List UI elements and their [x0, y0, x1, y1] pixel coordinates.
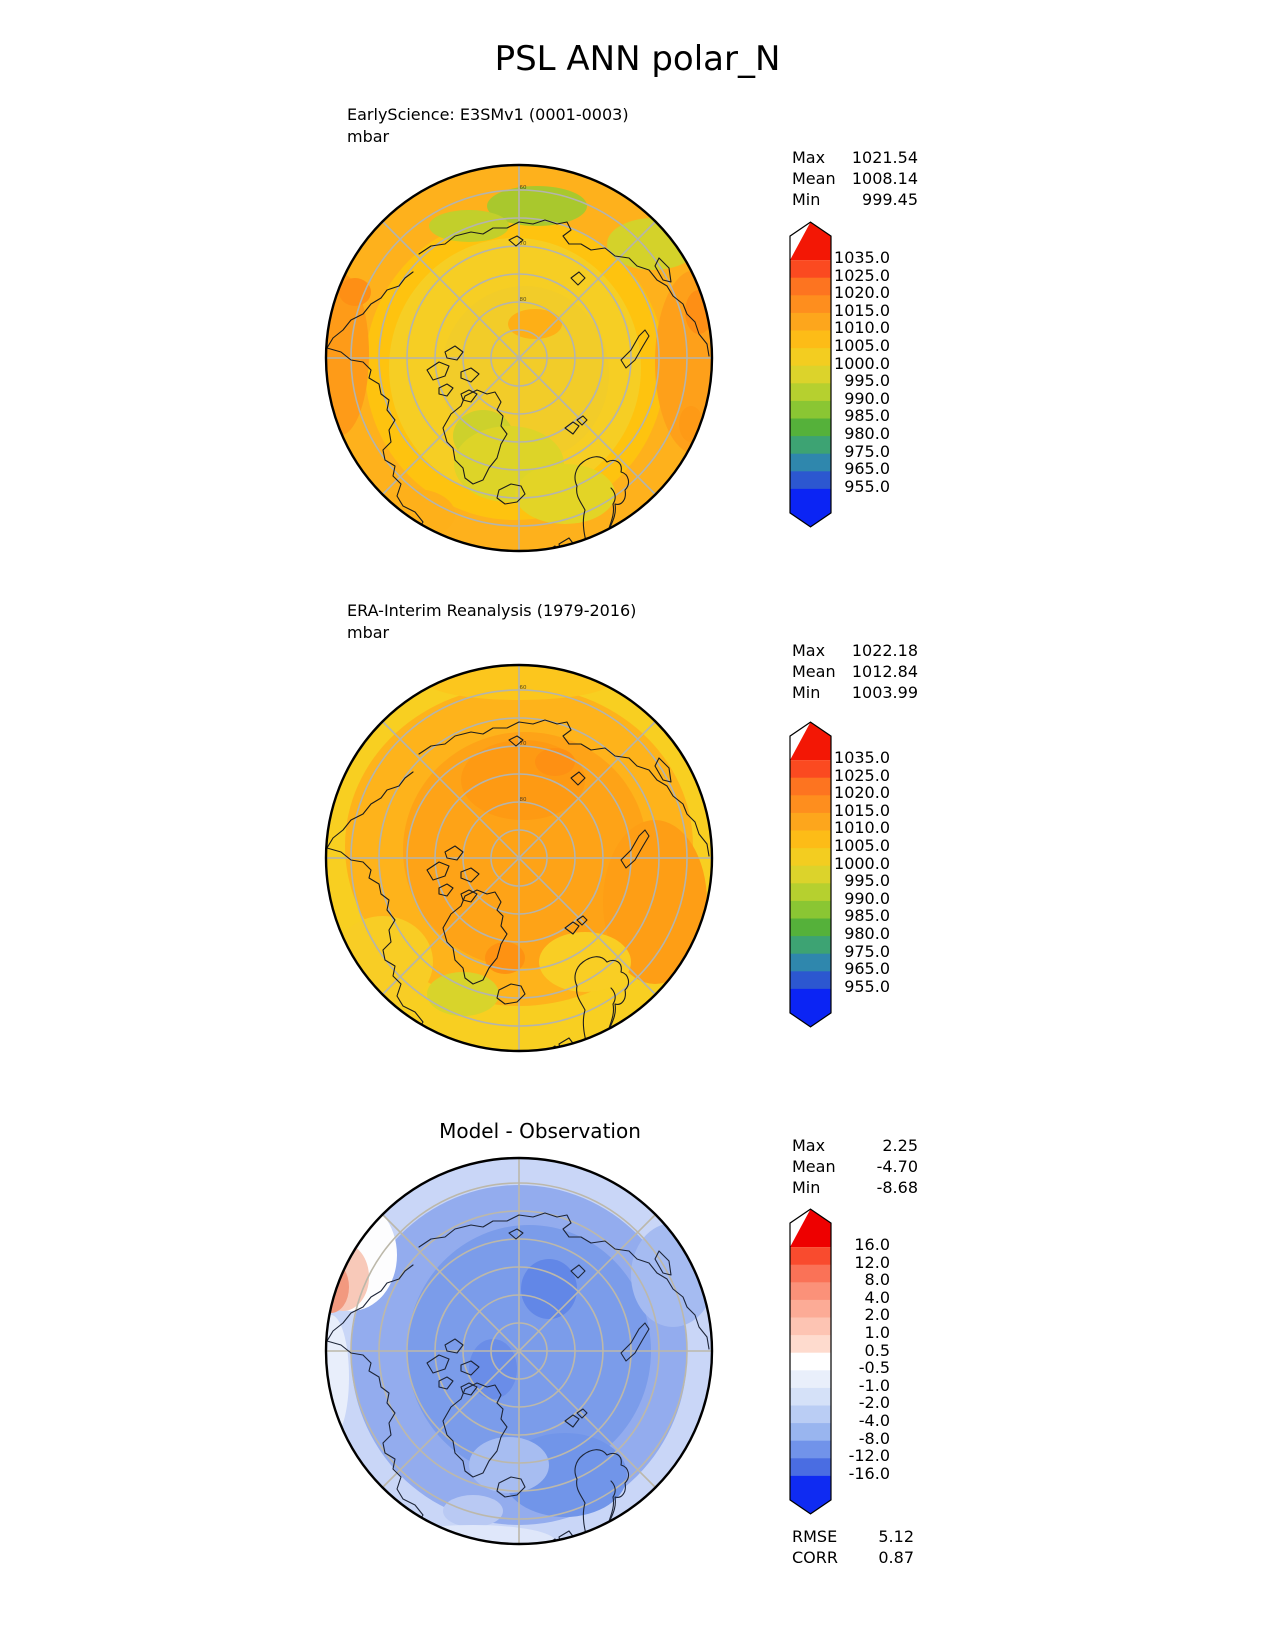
colorbar-tick-label: 0.5 — [864, 1340, 890, 1360]
colorbar-tick-label: 12.0 — [854, 1252, 890, 1272]
colorbar-tick-label: 1015.0 — [834, 800, 890, 820]
colorbar-tick-label: -2.0 — [858, 1393, 890, 1413]
colorbar-tick-label: 16.0 — [854, 1235, 890, 1254]
colorbar-tick-label: -0.5 — [858, 1358, 890, 1378]
stat-label: Mean — [792, 169, 836, 188]
colorbar-tick-label: 965.0 — [844, 459, 890, 479]
stat-label: Min — [792, 1178, 821, 1197]
panel-model-title: EarlyScience: E3SMv1 (0001-0003) — [347, 105, 629, 124]
stat-label: Mean — [792, 1157, 836, 1176]
metric-row — [792, 1526, 914, 1547]
colorbar-tick-label: 985.0 — [844, 406, 890, 426]
colorbar-tick-label: 990.0 — [844, 888, 890, 908]
colorbar-tick-label: -1.0 — [858, 1375, 890, 1395]
colorbar-svg — [788, 220, 833, 529]
colorbar-tick-label: 1.0 — [864, 1323, 890, 1342]
panel-model-label — [347, 104, 629, 148]
metric-value: 0.87 — [878, 1548, 914, 1567]
colorbar-tick-label: 1035.0 — [834, 248, 890, 267]
colorbar-tick-label: 1000.0 — [834, 853, 890, 873]
colorbar-tick-label: 990.0 — [844, 388, 890, 408]
stat-value: 1008.14 — [851, 169, 918, 188]
colorbar-svg — [788, 1207, 833, 1516]
colorbar-tick-label: 995.0 — [844, 871, 890, 891]
colorbar-tick-label: 1025.0 — [834, 265, 890, 285]
stat-value: 1012.84 — [851, 662, 918, 681]
colorbar-tick-label: 965.0 — [844, 959, 890, 979]
figure-title: PSL ANN polar_N — [494, 39, 781, 79]
stat-row — [792, 1156, 918, 1177]
colorbar-tick-label: 1000.0 — [834, 353, 890, 373]
map-reanalysis — [323, 662, 715, 1054]
colorbar-tick-label: 985.0 — [844, 906, 890, 926]
colorbar-tick-label: 1010.0 — [834, 818, 890, 838]
stat-row — [792, 147, 918, 168]
stat-row — [792, 682, 918, 703]
colorbar-tick-label: -16.0 — [848, 1463, 890, 1483]
panel-reanalysis-units: mbar — [347, 623, 390, 642]
colorbar-tick-label: 980.0 — [844, 424, 890, 443]
colorbar-difference — [788, 1207, 892, 1515]
stat-label: Max — [792, 641, 826, 660]
colorbar-tick-label: -12.0 — [848, 1446, 890, 1466]
metric-label: RMSE — [792, 1527, 838, 1546]
stat-value: -8.68 — [876, 1178, 918, 1197]
colorbar-tick-label: 1015.0 — [834, 300, 890, 320]
colorbar-tick-label: 1005.0 — [834, 336, 890, 355]
stats-reanalysis — [792, 640, 918, 703]
stats-model — [792, 147, 918, 210]
stat-label: Max — [792, 1136, 826, 1155]
colorbar-model — [788, 220, 892, 528]
colorbar-tick-label: 1010.0 — [834, 318, 890, 338]
metric-label: CORR — [792, 1548, 838, 1567]
stat-row — [792, 1177, 918, 1198]
metric-row — [792, 1547, 914, 1568]
colorbar-tick-label: 1035.0 — [834, 748, 890, 767]
stat-label: Min — [792, 190, 821, 209]
colorbar-tick-label: -4.0 — [858, 1411, 890, 1430]
stat-label: Min — [792, 683, 821, 702]
panel-reanalysis-label — [347, 600, 636, 644]
colorbar-tick-label: 2.0 — [864, 1305, 890, 1325]
stat-row — [792, 1135, 918, 1156]
colorbar-tick-label: 975.0 — [844, 441, 890, 461]
colorbar-tick-label: 1020.0 — [834, 783, 890, 803]
stat-value: 2.25 — [882, 1136, 918, 1155]
colorbar-tick-label: 8.0 — [864, 1270, 890, 1290]
map-difference — [323, 1155, 715, 1547]
colorbar-tick-label: -8.0 — [858, 1428, 890, 1448]
stat-value: 1021.54 — [851, 148, 918, 167]
colorbar-tick-label: 955.0 — [844, 476, 890, 496]
colorbar-tick-label: 975.0 — [844, 941, 890, 961]
stat-row — [792, 640, 918, 661]
colorbar-tick-label: 955.0 — [844, 976, 890, 996]
stat-value: -4.70 — [876, 1157, 918, 1176]
colorbar-tick-label: 995.0 — [844, 371, 890, 391]
stat-label: Mean — [792, 662, 836, 681]
map-model — [323, 162, 715, 554]
stats-difference — [792, 1135, 918, 1198]
panel-reanalysis-title: ERA-Interim Reanalysis (1979-2016) — [347, 601, 637, 620]
colorbar-tick-label: 4.0 — [864, 1287, 890, 1307]
panel-model-units: mbar — [347, 127, 390, 146]
colorbar-tick-label: 1020.0 — [834, 283, 890, 303]
colorbar-tick-label: 1005.0 — [834, 836, 890, 855]
colorbar-reanalysis — [788, 720, 892, 1028]
stat-value: 1003.99 — [851, 683, 918, 702]
stat-value: 1022.18 — [851, 641, 918, 660]
metric-value: 5.12 — [878, 1527, 914, 1546]
stat-row — [792, 168, 918, 189]
stat-row — [792, 661, 918, 682]
panel-difference-title: Model - Observation — [439, 1119, 641, 1143]
colorbar-svg — [788, 720, 833, 1029]
colorbar-tick-label: 980.0 — [844, 924, 890, 943]
stat-label: Max — [792, 148, 826, 167]
stat-row — [792, 189, 918, 210]
metrics-block — [792, 1526, 914, 1568]
colorbar-tick-label: 1025.0 — [834, 765, 890, 785]
stat-value: 999.45 — [862, 190, 918, 209]
